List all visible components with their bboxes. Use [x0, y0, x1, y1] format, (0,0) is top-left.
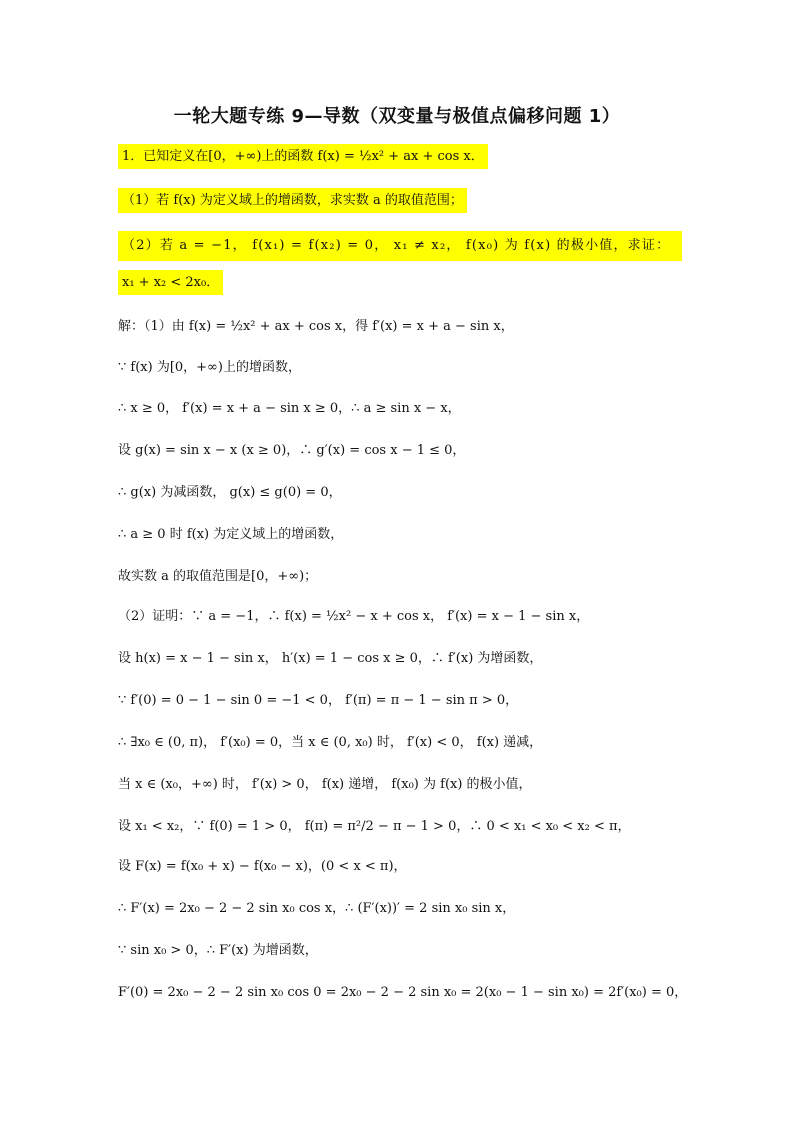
solution-line: ∴ ∃x₀ ∈ (0, π)， f′(x₀) = 0，当 x ∈ (0, x₀) 时， f′(x) < 0， f(x) 递减， — [118, 735, 543, 750]
solution-line: 解：（1）由 f(x) = ½x² + ax + cos x，得 f′(x) = x + a − sin x， — [118, 319, 514, 334]
solution-line: 设 F(x) = f(x₀ + x) − f(x₀ − x)，(0 < x < π)， — [118, 859, 407, 874]
solution-line: ∵ sin x₀ > 0，∴ F′(x) 为增函数， — [118, 943, 318, 958]
problem-part-2: （2）若 a = −1， f(x₁) = f(x₂) = 0， x₁ ≠ x₂， f(x₀) 为 f(x) 的极小值，求证： — [118, 231, 682, 261]
solution-line: ∵ f′(0) = 0 − 1 − sin 0 = −1 < 0， f′(π) = π − 1 − sin π > 0， — [118, 693, 519, 708]
solution-line: F′(0) = 2x₀ − 2 − 2 sin x₀ cos 0 = 2x₀ − 2 − 2 sin x₀ = 2(x₀ − 1 − sin x₀) = 2f′(x₀) = 0， — [118, 985, 688, 1000]
solution-line: 设 g(x) = sin x − x (x ≥ 0)，∴ g′(x) = cos x − 1 ≤ 0， — [118, 443, 466, 458]
problem-part-1: （1）若 f(x) 为定义域上的增函数，求实数 a 的取值范围； — [118, 190, 467, 212]
solution-line: 设 h(x) = x − 1 − sin x， h′(x) = 1 − cos x ≥ 0，∴ f′(x) 为增函数， — [118, 651, 543, 666]
page-title: 一轮大题专练 9—导数（双变量与极值点偏移问题 1） — [173, 106, 621, 127]
problem-statement: 1．已知定义在[0，+∞)上的函数 f(x) = ½x² + ax + cos x． — [118, 146, 488, 168]
solution-line: ∴ g(x) 为减函数， g(x) ≤ g(0) = 0， — [118, 485, 342, 500]
solution-line: 当 x ∈ (x₀，+∞) 时， f′(x) > 0， f(x) 递增， f(x₀) 为 f(x) 的极小值， — [118, 777, 532, 792]
problem-part-2-conclusion: x₁ + x₂ < 2x₀． — [118, 272, 223, 294]
solution-line: ∴ a ≥ 0 时 f(x) 为定义域上的增函数， — [118, 527, 344, 542]
solution-line: ∴ x ≥ 0， f′(x) = x + a − sin x ≥ 0，∴ a ≥ sin x − x， — [118, 401, 461, 416]
solution-line: ∵ f(x) 为[0，+∞)上的增函数， — [118, 360, 301, 375]
solution-line: （2）证明：∵ a = −1，∴ f(x) = ½x² − x + cos x， f′(x) = x − 1 − sin x， — [118, 609, 590, 624]
solution-line: 故实数 a 的取值范围是[0，+∞)； — [118, 569, 318, 584]
solution-line: 设 x₁ < x₂，∵ f(0) = 1 > 0， f(π) = π²/2 − π − 1 > 0，∴ 0 < x₁ < x₀ < x₂ < π， — [118, 819, 631, 834]
solution-line: ∴ F′(x) = 2x₀ − 2 − 2 sin x₀ cos x，∴ (F′(x))′ = 2 sin x₀ sin x， — [118, 901, 516, 916]
